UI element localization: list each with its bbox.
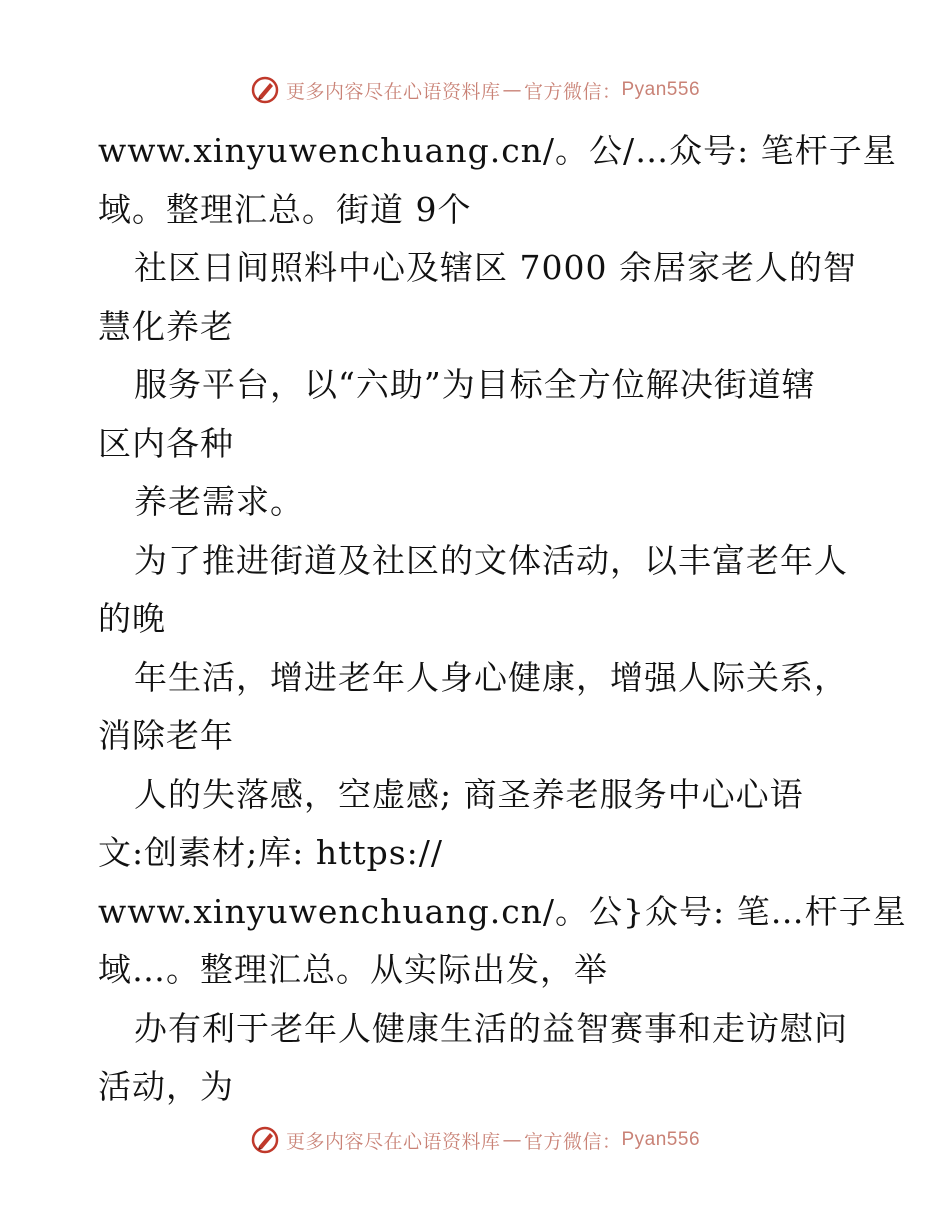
text-line: 的晚: [98, 599, 166, 638]
banner-handle: Pyan556: [621, 79, 701, 100]
banner-handle: Pyan556: [621, 1129, 701, 1150]
banner-dash: —: [502, 1129, 522, 1151]
text-line: 域…。整理汇总。从实际出发，举: [98, 950, 608, 989]
text-line: 文:创素材;库: https://: [98, 833, 444, 872]
text-line: www.xinyuwenchuang.cn/。公}众号: 笔…杆子星: [98, 891, 907, 931]
banner-official-label: 官方微信：: [523, 80, 622, 103]
banner-dash: —: [502, 79, 522, 101]
banner-text: 更多内容尽在心语资料库: [285, 80, 501, 103]
banner-official-label: 官方微信：: [523, 1130, 622, 1153]
text-line: 年生活，增进老年人身心健康，增强人际关系，: [134, 657, 848, 697]
pen-circle-icon: [250, 75, 280, 105]
text-line: 域。整理汇总。街道 9个: [98, 189, 472, 229]
text-line: 养老需求。: [134, 482, 304, 521]
text-line: www.xinyuwenchuang.cn/。公/…众号: 笔杆子星: [98, 131, 897, 170]
text-line: 消除老年: [98, 716, 234, 755]
pen-circle-icon: [250, 1125, 280, 1155]
text-line: 办有利于老年人健康生活的益智赛事和走访慰问: [134, 1008, 848, 1048]
text-line: 人的失落感，空虚感; 商圣养老服务中心心语: [134, 774, 804, 814]
text-line: 为了推进街道及社区的文体活动，以丰富老年人: [134, 540, 848, 580]
document-body: [98, 122, 907, 1117]
text-line: 社区日间照料中心及辖区 7000 余居家老人的智: [134, 248, 857, 287]
header-banner: [0, 70, 950, 110]
text-line: 活动，为: [98, 1067, 234, 1106]
footer-banner: [0, 1120, 950, 1160]
text-line: 区内各种: [98, 423, 234, 463]
text-line: 服务平台，以“六助”为目标全方位解决街道辖: [134, 365, 816, 404]
text-line: 慧化养老: [98, 306, 234, 346]
banner-text: 更多内容尽在心语资料库: [285, 1130, 501, 1153]
